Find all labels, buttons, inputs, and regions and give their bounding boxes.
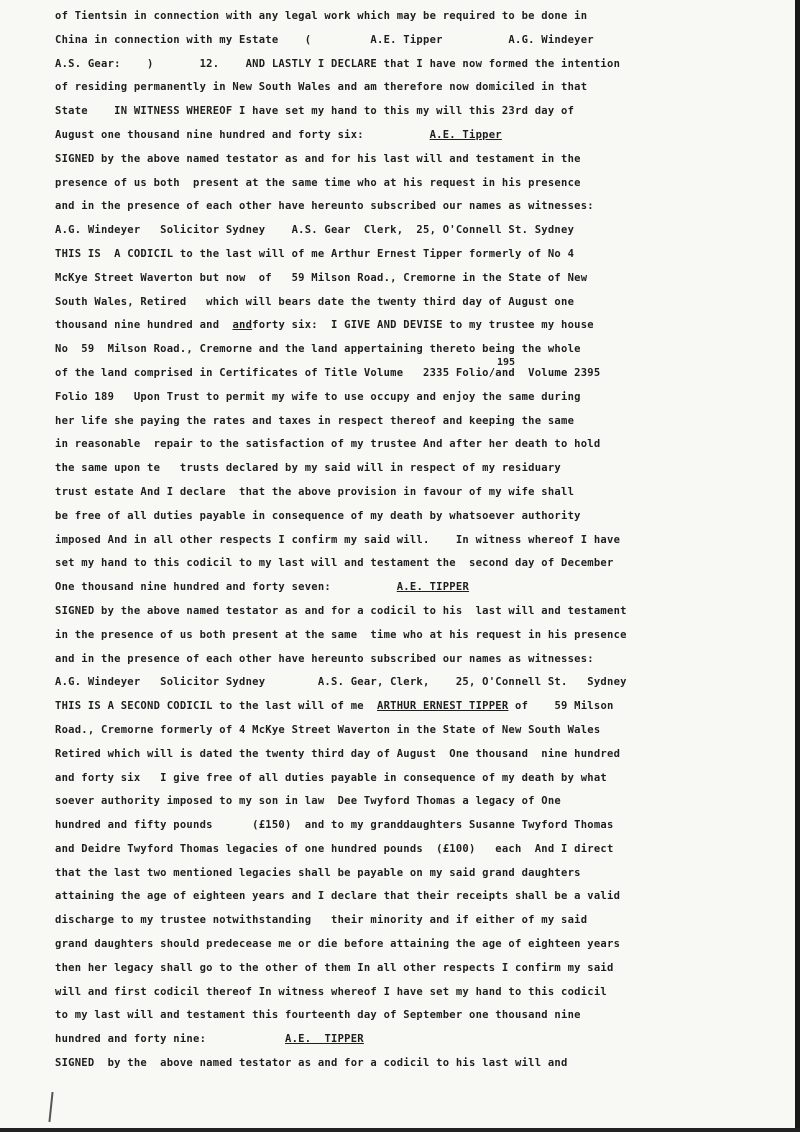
typed-text-block bbox=[55, 5, 655, 1076]
scan-right-edge bbox=[795, 0, 800, 1132]
document-line: Road., Cremorne formerly of 4 McKye Street Waverton in the State of New South Wales bbox=[55, 723, 601, 736]
document-line: of the land comprised in Certificates of Title Volume 2335 Folio/and Volume 2395 bbox=[55, 366, 601, 379]
document-line: the same upon te trusts declared by my said will in respect of my residuary bbox=[55, 462, 562, 475]
underlined-signature: and bbox=[232, 319, 253, 332]
document-line: Folio 189 Upon Trust to permit my wife to use occupy and enjoy the same during bbox=[55, 390, 581, 403]
document-line: McKye Street Waverton but now of 59 Milson Road., Cremorne in the State of New bbox=[55, 271, 588, 284]
document-line: Retired which will is dated the twenty third day of August One thousand nine hundred bbox=[55, 747, 621, 760]
interlineation-195: 195 bbox=[497, 357, 516, 368]
underlined-signature: A.E. Tipper bbox=[429, 128, 502, 141]
document-line: State IN WITNESS WHEREOF I have set my hand to this my will this 23rd day of bbox=[55, 105, 575, 118]
document-line: One thousand nine hundred and forty seven: A.E. TIPPER bbox=[55, 581, 470, 594]
document-line: attaining the age of eighteen years and I declare that their receipts shall be a valid bbox=[55, 890, 621, 903]
document-line: and Deidre Twyford Thomas legacies of one hundred pounds (£100) each And I direct bbox=[55, 842, 614, 855]
document-line: imposed And in all other respects I confirm my said will. In witness whereof I have bbox=[55, 533, 621, 546]
document-line: soever authority imposed to my son in law Dee Twyford Thomas a legacy of One bbox=[55, 795, 562, 808]
scan-bottom-edge bbox=[0, 1128, 800, 1132]
document-line: grand daughters should predecease me or die before attaining the age of eighteen years bbox=[55, 938, 621, 951]
document-line: set my hand to this codicil to my last will and testament the second day of December bbox=[55, 557, 614, 570]
document-line: then her legacy shall go to the other of them In all other respects I confirm my said bbox=[55, 961, 614, 974]
document-line: and in the presence of each other have hereunto subscribed our names as witnesses: bbox=[55, 652, 594, 665]
document-line: SIGNED by the above named testator as and for a codicil to his last will and bbox=[55, 1057, 568, 1070]
document-line: A.S. Gear: ) 12. AND LASTLY I DECLARE that I have now formed the intention bbox=[55, 57, 621, 70]
document-line: August one thousand nine hundred and forty six: A.E. Tipper bbox=[55, 128, 502, 141]
document-line: China in connection with my Estate ( A.E. Tipper A.G. Windeyer bbox=[55, 33, 594, 46]
document-line: discharge to my trustee notwithstanding their minority and if either of my said bbox=[55, 914, 588, 927]
document-line: in reasonable repair to the satisfaction of my trustee And after her death to hold bbox=[55, 438, 601, 451]
document-line: South Wales, Retired which will bears date the twenty third day of August one bbox=[55, 295, 575, 308]
document-line: her life she paying the rates and taxes in respect thereof and keeping the same bbox=[55, 414, 575, 427]
document-line: thousand nine hundred and andforty six: I GIVE AND DEVISE to my trustee my house bbox=[55, 319, 594, 332]
document-line: of residing permanently in New South Wales and am therefore now domiciled in that bbox=[55, 81, 588, 94]
underlined-signature: ARTHUR ERNEST TIPPER bbox=[377, 700, 509, 713]
document-line: of Tientsin in connection with any legal work which may be required to be done in bbox=[55, 10, 588, 22]
document-line: SIGNED by the above named testator as and for a codicil to his last will and testament bbox=[55, 604, 627, 617]
document-line: to my last will and testament this fourteenth day of September one thousand nine bbox=[55, 1009, 581, 1022]
document-line: THIS IS A CODICIL to the last will of me Arthur Ernest Tipper formerly of No 4 bbox=[55, 247, 575, 260]
document-line: A.G. Windeyer Solicitor Sydney A.S. Gear Clerk, 25, O'Connell St. Sydney bbox=[55, 224, 575, 237]
document-line: No 59 Milson Road., Cremorne and the land appertaining thereto being the whole bbox=[55, 343, 581, 356]
document-line: be free of all duties payable in consequence of my death by whatsoever authority bbox=[55, 509, 581, 522]
document-line: and forty six I give free of all duties payable in consequence of my death by what bbox=[55, 771, 608, 784]
document-line: trust estate And I declare that the above provision in favour of my wife shall bbox=[55, 485, 575, 498]
document-line: hundred and forty nine: A.E. TIPPER bbox=[55, 1033, 364, 1046]
underlined-signature: A.E. TIPPER bbox=[396, 581, 470, 594]
document-line: in the presence of us both present at the same time who at his request in his presence bbox=[55, 628, 627, 641]
document-line: that the last two mentioned legacies shall be payable on my said grand daughters bbox=[55, 866, 581, 879]
document-line: hundred and fifty pounds (£150) and to my granddaughters Susanne Twyford Thomas bbox=[55, 819, 614, 832]
document-line: will and first codicil thereof In witness whereof I have set my hand to this codicil bbox=[55, 985, 608, 998]
document-line: A.G. Windeyer Solicitor Sydney A.S. Gear, Clerk, 25, O'Connell St. Sydney bbox=[55, 676, 627, 689]
document-line: THIS IS A SECOND CODICIL to the last will of me ARTHUR ERNEST TIPPER of 59 Milson bbox=[55, 700, 614, 713]
margin-pen-mark bbox=[48, 1092, 53, 1122]
underlined-signature: A.E. TIPPER bbox=[285, 1033, 364, 1046]
document-line: and in the presence of each other have hereunto subscribed our names as witnesses: bbox=[55, 200, 594, 213]
document-line: SIGNED by the above named testator as and for his last will and testament in the bbox=[55, 152, 581, 165]
document-line: presence of us both present at the same time who at his request in his presence bbox=[55, 176, 581, 189]
